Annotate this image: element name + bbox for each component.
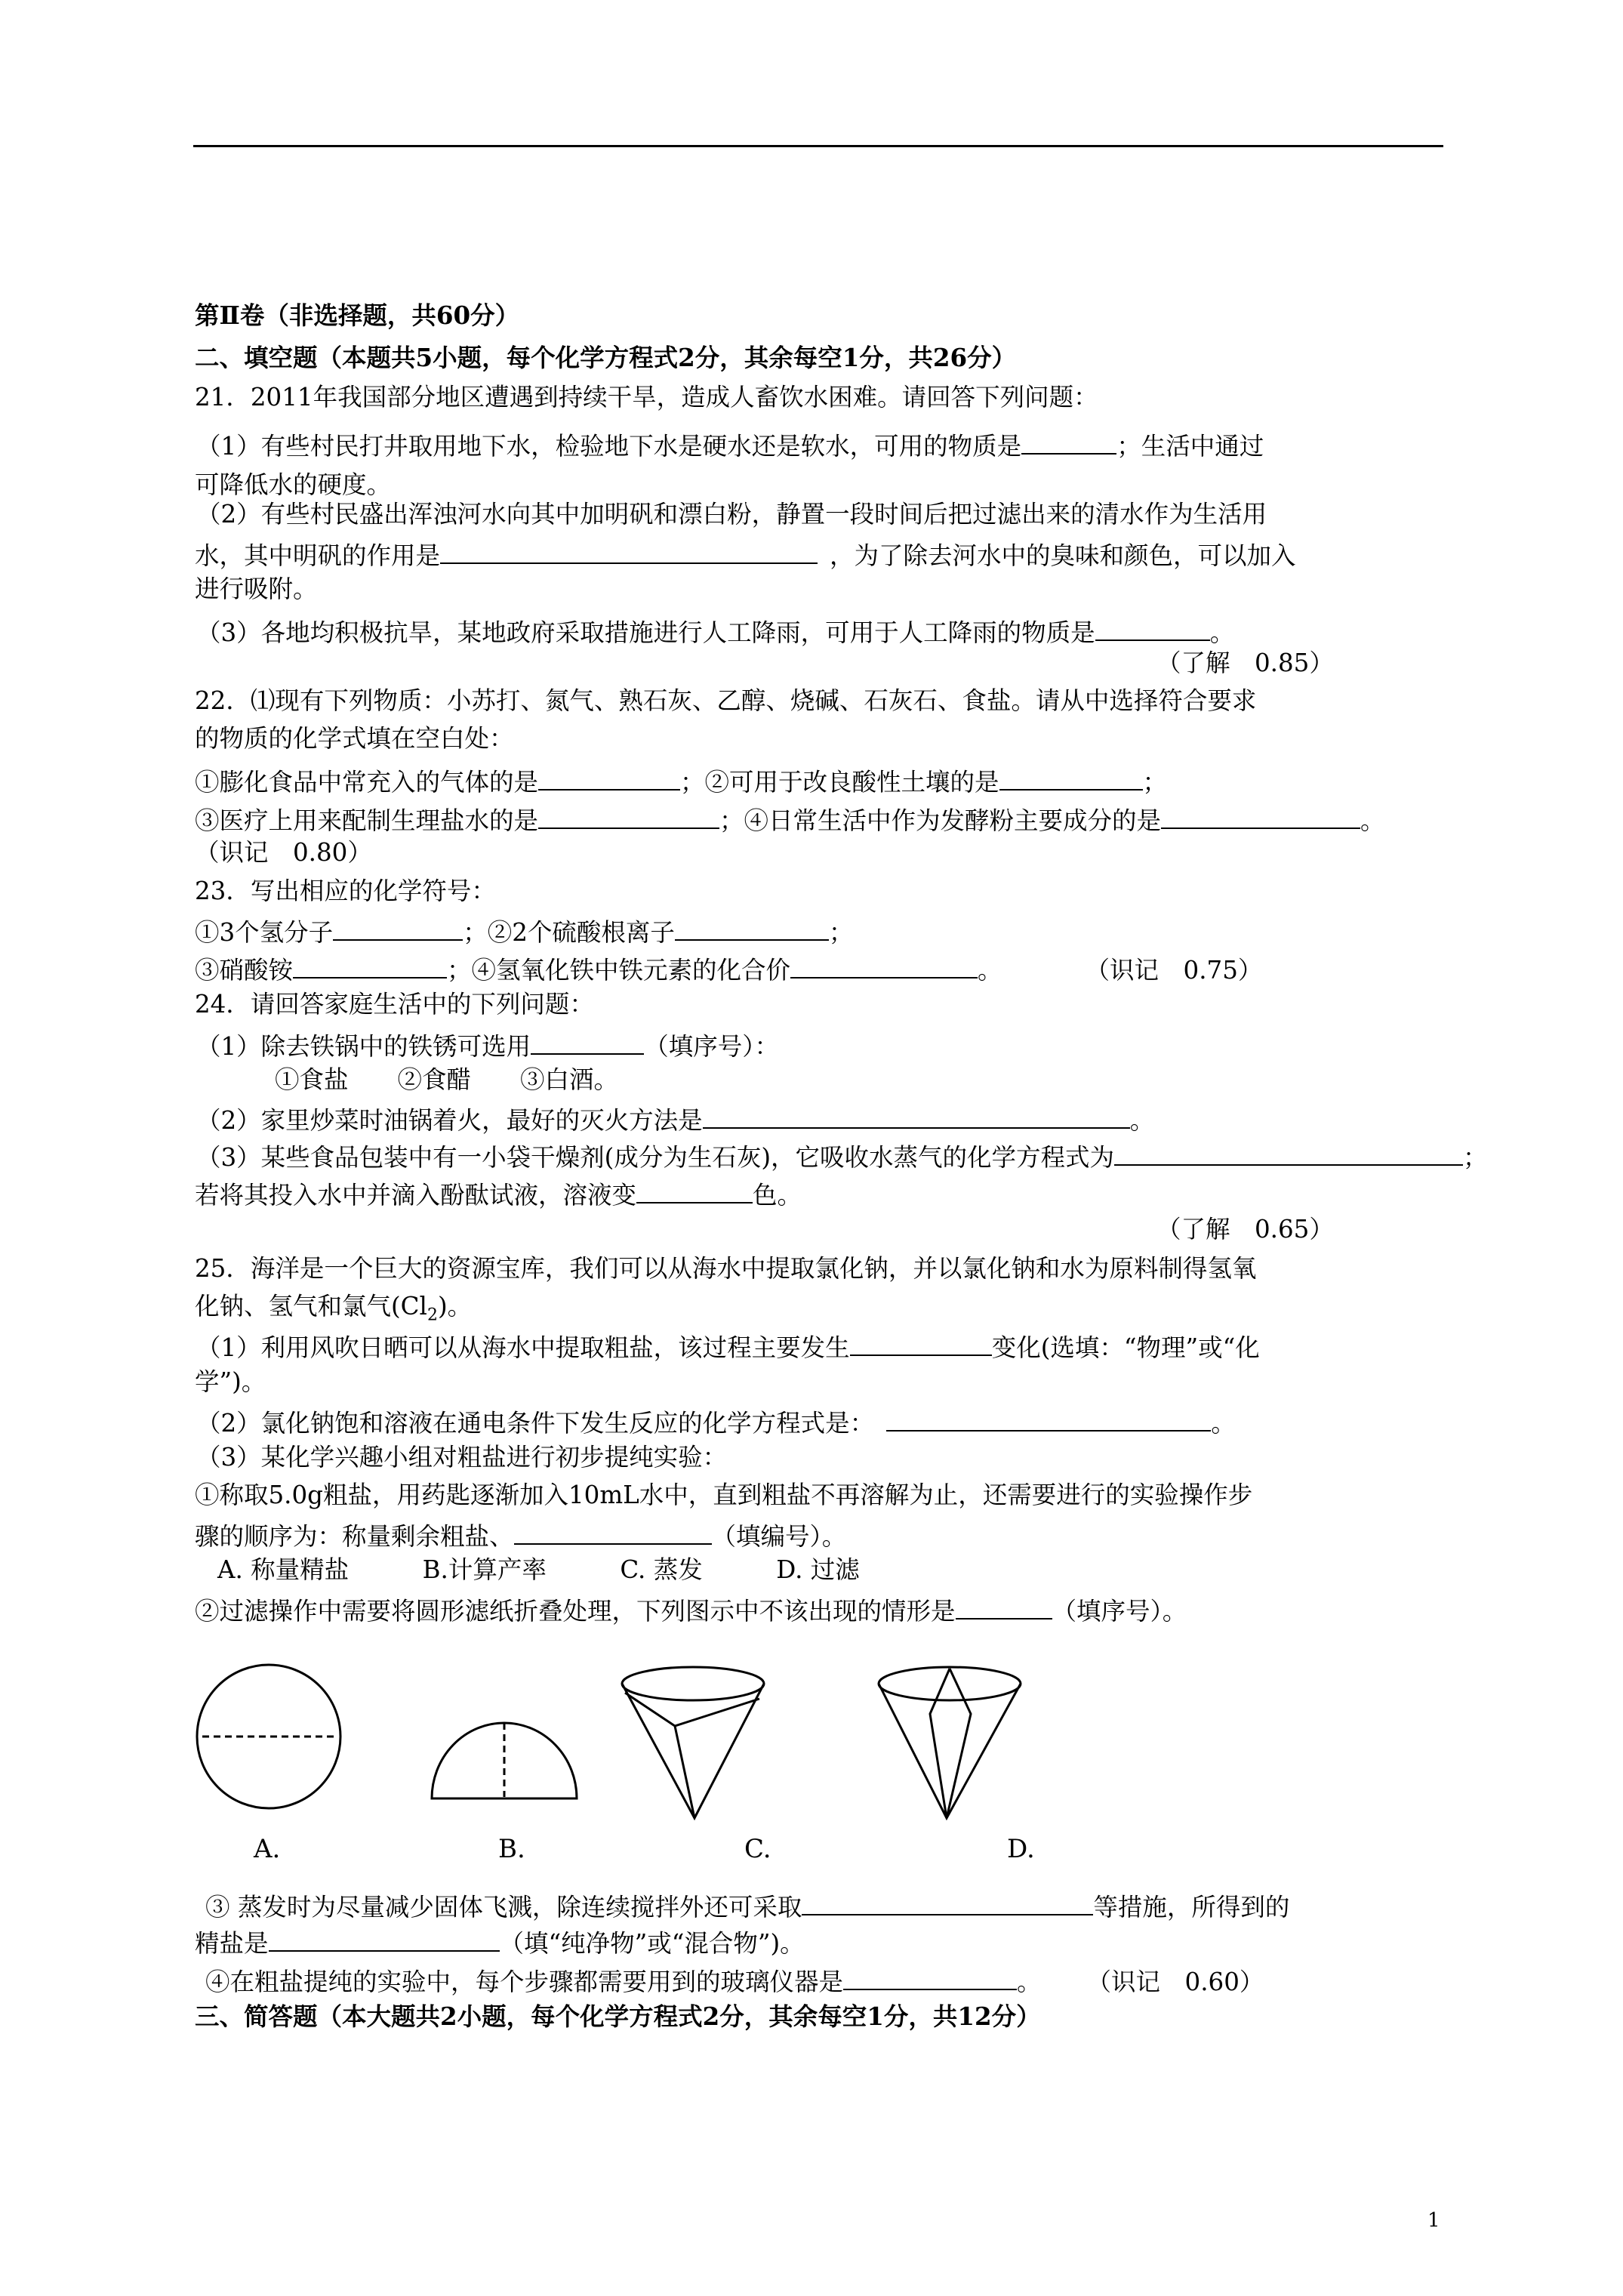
figure-a-label: A. — [254, 1834, 281, 1864]
answer-blank[interactable] — [333, 917, 463, 941]
q21-p1-cont: 可降低水的硬度。 — [195, 470, 392, 499]
q22-stem2: 的物质的化学式填在空白处： — [195, 724, 514, 753]
q21-p1: （1）有些村民打井取用地下水，检验地下水是硬水还是软水，可用的物质是 ；生活中通过 — [196, 432, 1264, 461]
q22-stem1: 22．⑴现有下列物质：小苏打、氮气、熟石灰、乙醇、烧碱、石灰石、食盐。请从中选择符合要求 — [195, 686, 1257, 715]
q21-level: （了解 0.85） — [1156, 649, 1334, 677]
q23-line1: ①3个氢分子 ；②2个硫酸根离子 ； — [195, 918, 854, 947]
q22-line1: ①膨化食品中常充入的气体的是 ；②可用于改良酸性土壤的是 ； — [195, 768, 1168, 797]
answer-blank[interactable] — [843, 1966, 1017, 1990]
answer-blank[interactable] — [999, 766, 1143, 791]
answer-blank[interactable] — [293, 954, 447, 978]
q23-stem: 23．写出相应的化学符号： — [195, 877, 496, 905]
answer-blank[interactable] — [850, 1332, 992, 1356]
figure-d-label: D. — [1007, 1834, 1035, 1864]
q21-p2-end: 进行吸附。 — [195, 575, 318, 603]
q25-step4: ④在粗盐提纯的实验中，每个步骤都需要用到的玻璃仪器是 。 （识记 0.60） — [205, 1968, 1264, 1996]
part2-title: 二、填空题（本题共5小题，每个化学方程式2分，其余每空1分，共26分） — [195, 343, 1017, 372]
answer-blank[interactable] — [1114, 1142, 1463, 1166]
q25-step1: ①称取5.0g粗盐，用药匙逐渐加入10mL水中，直到粗盐不再溶解为止，还需要进行的实验操作步 — [195, 1481, 1253, 1509]
answer-blank[interactable] — [1021, 430, 1116, 455]
q22-line2: ③医疗上用来配制生理盐水的是 ；④日常生活中作为发酵粉主要成分的是 。 — [195, 806, 1385, 835]
answer-blank[interactable] — [269, 1928, 500, 1952]
q25-step3: ③ 蒸发时为尽量减少固体飞溅，除连续搅拌外还可采取 等措施，所得到的 — [205, 1893, 1290, 1922]
answer-blank[interactable] — [538, 805, 719, 829]
answer-blank[interactable] — [790, 954, 978, 978]
answer-blank[interactable] — [514, 1521, 712, 1545]
q21-stem: 21．2011年我国部分地区遭遇到持续干旱，造成人畜饮水困难。请回答下列问题： — [195, 383, 1098, 411]
header-rule — [193, 145, 1443, 147]
answer-blank[interactable] — [956, 1595, 1052, 1620]
q25-p3: （3）某化学兴趣小组对粗盐进行初步提纯实验： — [196, 1443, 728, 1472]
answer-blank[interactable] — [531, 1031, 644, 1055]
figure-a — [197, 1665, 340, 1808]
answer-blank[interactable] — [675, 917, 829, 941]
answer-blank[interactable] — [703, 1105, 1130, 1129]
answer-blank[interactable] — [1095, 617, 1210, 641]
section-header: 第Ⅱ卷（非选择题，共60分） — [195, 300, 520, 330]
q24-p1: （1）除去铁锅中的铁锈可选用 （填序号）： — [196, 1032, 779, 1061]
q24-p2: （2）家里炒菜时油锅着火，最好的灭火方法是 。 — [196, 1106, 1155, 1135]
q25-step1-options: A. 称量精盐 B.计算产率 C. 蒸发 D. 过滤 — [217, 1555, 860, 1584]
q25-step1-cont: 骤的顺序为：称量剩余粗盐、 （填编号）。 — [195, 1522, 847, 1551]
answer-blank[interactable] — [538, 766, 680, 791]
answer-blank[interactable] — [1161, 805, 1360, 829]
part3-title: 三、简答题（本大题共2小题，每个化学方程式2分，其余每空1分，共12分） — [195, 2002, 1041, 2031]
q23-line2: ③硝酸铵 ；④氢氧化铁中铁元素的化合价 。 （识记 0.75） — [195, 956, 1263, 985]
q25-step2: ②过滤操作中需要将圆形滤纸折叠处理，下列图示中不该出现的情形是 （填序号）。 — [195, 1597, 1187, 1626]
figure-c-label: C. — [744, 1834, 771, 1864]
q24-stem: 24．请回答家庭生活中的下列问题： — [195, 990, 594, 1019]
figure-b-label: B. — [498, 1834, 525, 1864]
q24-p3: （3）某些食品包装中有一小袋干燥剂(成分为生石灰)，它吸收水蒸气的化学方程式为 ； — [196, 1143, 1488, 1172]
answer-blank[interactable] — [802, 1891, 1093, 1915]
q21-p2-cont: 水，其中明矾的作用是 ，为了除去河水中的臭味和颜色，可以加入 — [195, 541, 1296, 570]
page-number: 1 — [1427, 2209, 1440, 2232]
figure-c — [622, 1667, 764, 1818]
figure-d — [879, 1667, 1021, 1818]
q24-options: ①食盐 ②食醋 ③白酒。 — [275, 1065, 619, 1094]
q25-p2: （2）氯化钠饱和溶液在通电条件下发生反应的化学方程式是： 。 — [196, 1409, 1236, 1438]
q25-p1: （1）利用风吹日晒可以从海水中提取粗盐，该过程主要发生 变化(选填：“物理”或“化 — [196, 1333, 1260, 1362]
filter-paper-figure — [195, 1653, 1101, 1872]
q21-p2: （2）有些村民盛出浑浊河水向其中加明矾和漂白粉，静置一段时间后把过滤出来的清水作为生活用 — [196, 500, 1267, 529]
q25-step3-cont: 精盐是 （填“纯净物”或“混合物”)。 — [195, 1929, 805, 1958]
answer-blank[interactable] — [636, 1179, 753, 1203]
q25-stem1: 25．海洋是一个巨大的资源宝库，我们可以从海水中提取氯化钠，并以氯化钠和水为原料制得氢氧 — [195, 1254, 1257, 1283]
q24-level: （了解 0.65） — [1156, 1215, 1334, 1244]
q21-p3: （3）各地均积极抗旱，某地政府采取措施进行人工降雨，可用于人工降雨的物质是 。 — [196, 618, 1235, 647]
q25-stem2: 化钠、氢气和氯气$(Cl_2)$。 — [195, 1292, 473, 1325]
answer-blank[interactable] — [440, 540, 818, 564]
q22-level: （识记 0.80） — [195, 838, 372, 867]
figure-b — [432, 1723, 577, 1798]
q24-p3-cont: 若将其投入水中并滴入酚酞试液，溶液变 色。 — [195, 1181, 802, 1210]
q25-p1-cont: 学”)。 — [195, 1367, 266, 1396]
answer-blank[interactable] — [886, 1407, 1211, 1432]
